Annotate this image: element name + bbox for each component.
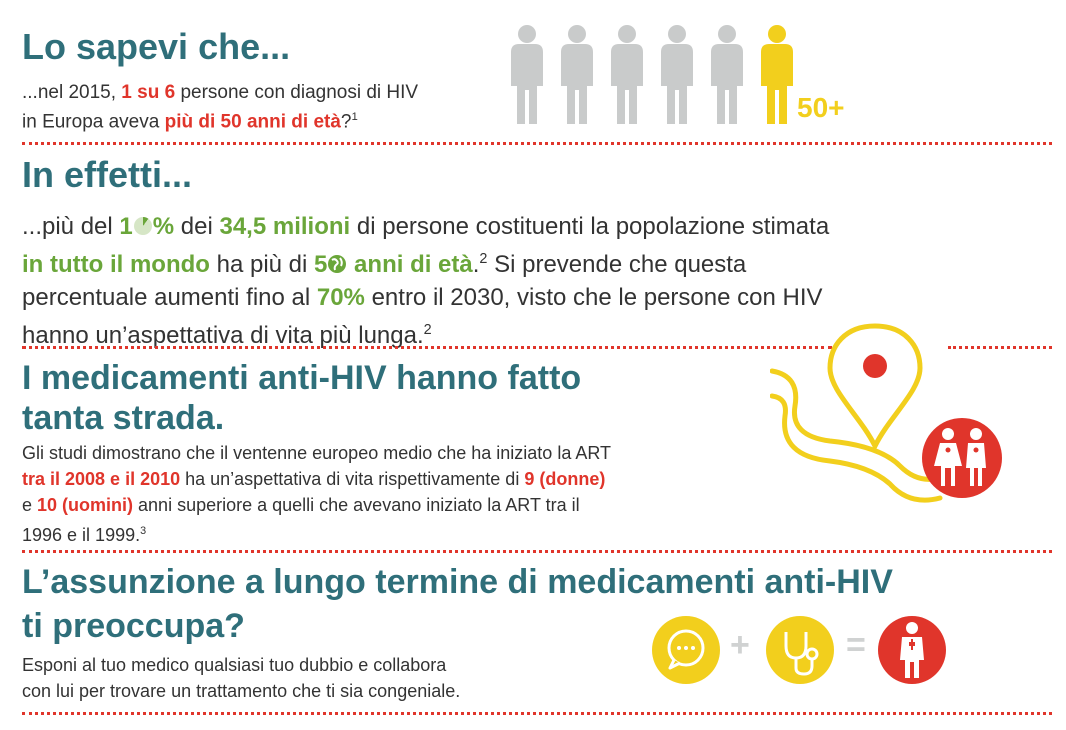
badge-50plus: 50+ xyxy=(797,92,845,123)
t: ha un’aspettativa di vita rispettivamente di xyxy=(180,469,525,489)
t: ? xyxy=(340,111,352,133)
t: 9 (donne) xyxy=(524,469,606,489)
footnote: 3 xyxy=(140,525,147,537)
heading-medicamenti xyxy=(22,358,581,438)
t: dei xyxy=(174,213,220,240)
people-row xyxy=(505,24,825,132)
footnote: 2 xyxy=(479,251,488,267)
s4-text xyxy=(22,652,622,704)
heading-in-effetti: In effetti... xyxy=(22,154,192,195)
pie-zero-icon xyxy=(134,217,152,235)
divider xyxy=(22,712,1052,715)
s1-text xyxy=(22,80,502,134)
heading-line: ti preoccupa? xyxy=(22,607,245,645)
pct-10: 1 % xyxy=(119,213,175,240)
road-illustration xyxy=(770,316,1010,516)
footnote: 2 xyxy=(423,322,432,338)
divider xyxy=(22,346,832,349)
chat-bubble-icon xyxy=(652,616,720,684)
stethoscope-icon xyxy=(766,616,834,684)
person-grey-icon xyxy=(511,25,543,124)
t: anni superiore a quelli che avevano iniziato la ART tra il xyxy=(133,495,580,515)
t: più di 50 anni di età xyxy=(164,111,341,133)
footnote: 1 xyxy=(351,111,358,123)
t: Gli studi dimostrano che il ventenne europeo medio che ha iniziato la ART xyxy=(22,443,612,463)
heading-line: tanta strada. xyxy=(22,399,225,437)
globe-icon xyxy=(327,254,347,274)
heading-line: L’assunzione a lungo termine di medicamenti anti-HIV xyxy=(22,563,893,601)
t: ...nel 2015, xyxy=(22,82,122,103)
t: in tutto il mondo xyxy=(22,251,210,278)
t: persone con diagnosi di HIV xyxy=(175,82,419,103)
map-pin-icon xyxy=(830,326,920,446)
t: e xyxy=(22,495,38,515)
doctor-icon xyxy=(878,616,946,684)
t: in Europa aveva xyxy=(22,111,165,133)
t: percentuale aumenti fino al xyxy=(22,284,317,311)
plus-sign: + xyxy=(730,626,750,664)
person-grey-icon xyxy=(561,25,593,124)
t: 10 (uomini) xyxy=(37,495,134,515)
t: 70% xyxy=(316,284,365,311)
heading-line: I medicamenti anti-HIV hanno fatto xyxy=(22,359,582,397)
equation-icons xyxy=(652,612,952,692)
equals-sign: = xyxy=(846,626,866,664)
t: tra il 2008 e il 2010 xyxy=(22,469,181,489)
t: hanno un’aspettativa di vita più lunga. xyxy=(22,322,424,349)
person-grey-icon xyxy=(661,25,693,124)
person-yellow-icon xyxy=(761,25,793,124)
divider xyxy=(22,142,1052,145)
heading-lo-sapevi: Lo sapevi che... xyxy=(22,26,291,67)
age-50: 5 anni di età xyxy=(314,251,473,278)
person-grey-icon xyxy=(611,25,643,124)
divider xyxy=(22,550,1052,553)
pin-dot xyxy=(863,354,887,378)
t: Si prevende che questa xyxy=(487,251,747,278)
t: 34,5 milioni xyxy=(219,213,351,240)
s3-text xyxy=(22,440,822,548)
person-grey-icon xyxy=(711,25,743,124)
t: entro il 2030, visto che le persone con HIV xyxy=(364,284,823,311)
t: Esponi al tuo medico qualsiasi tuo dubbio e collabora xyxy=(22,655,447,675)
t: con lui per trovare un trattamento che ti sia congeniale. xyxy=(22,681,461,701)
t: ha più di xyxy=(209,251,315,278)
t: ...più del xyxy=(22,213,120,240)
couple-icon xyxy=(922,418,1002,498)
road-icon xyxy=(772,371,945,500)
t: di persone costituenti la popolazione stimata xyxy=(350,213,830,240)
t: 1996 e il 1999. xyxy=(22,525,141,545)
t: . xyxy=(472,251,480,278)
t: 1 su 6 xyxy=(121,82,176,103)
